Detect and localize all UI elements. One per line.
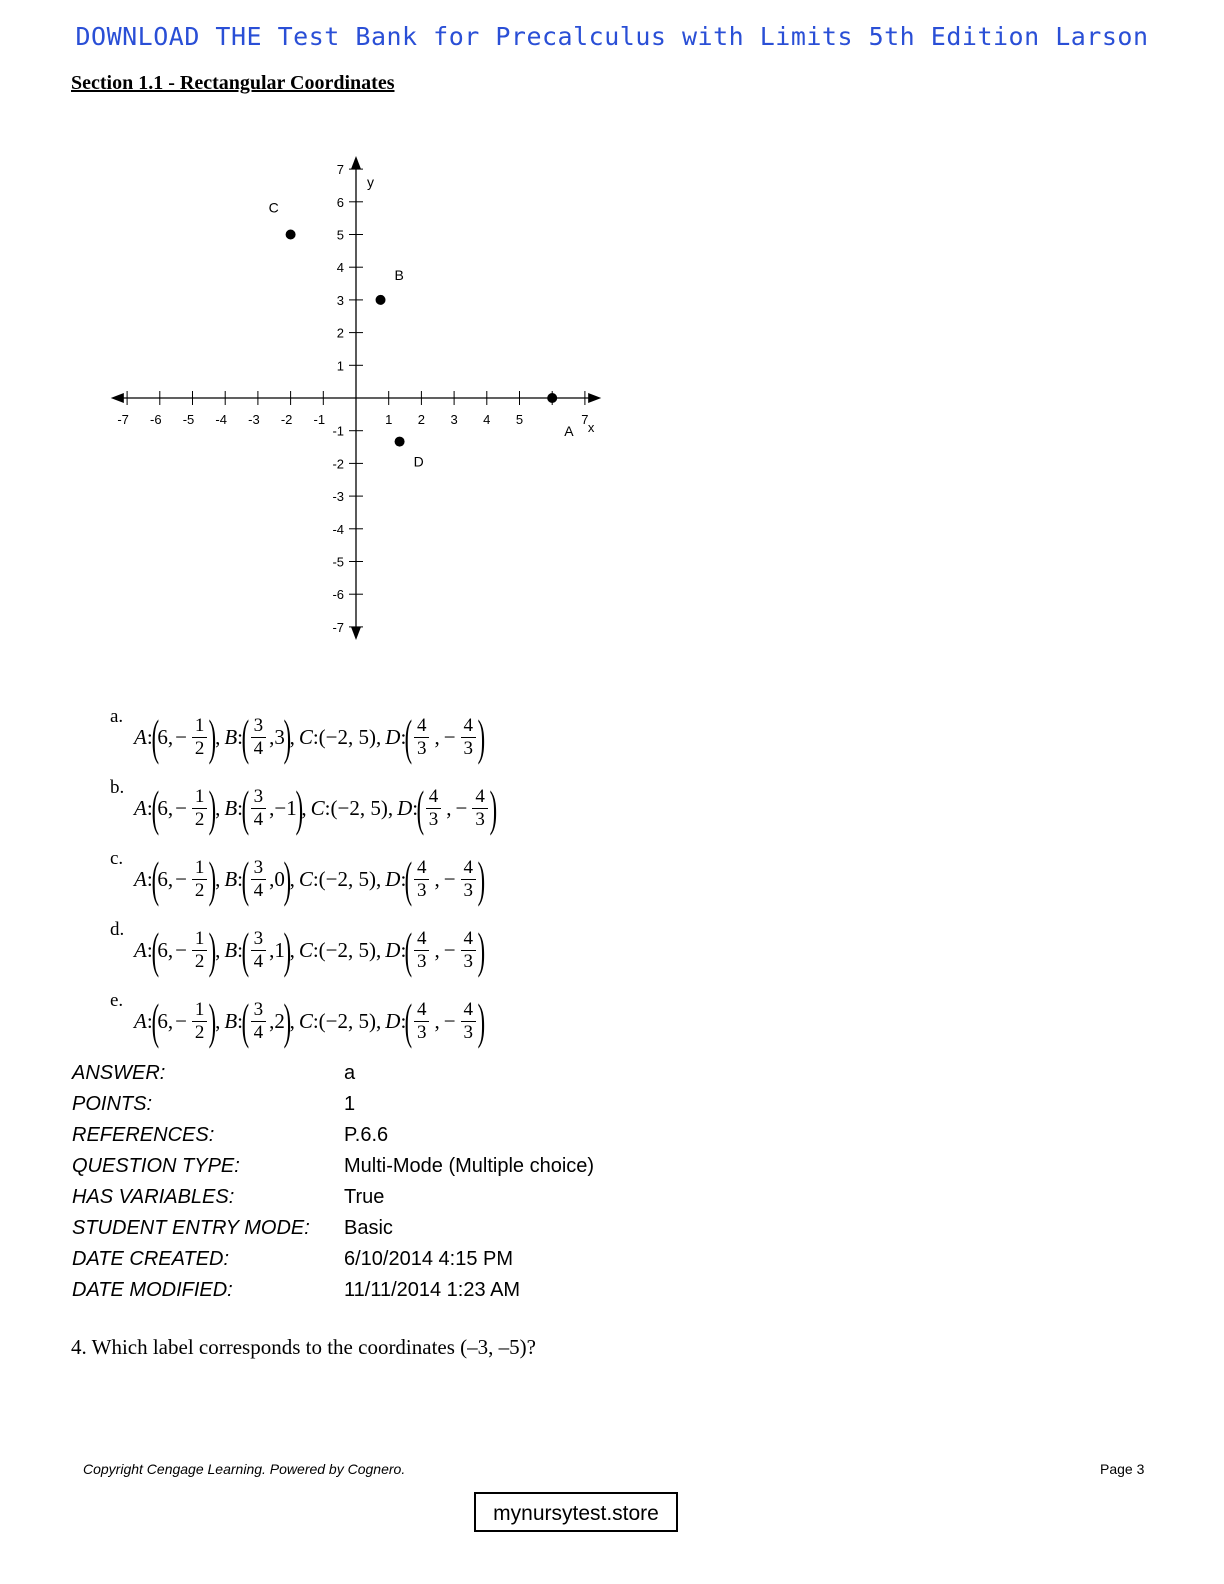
meta-key: HAS VARIABLES: — [72, 1186, 235, 1208]
meta-key: DATE CREATED: — [72, 1248, 230, 1270]
frac-num: 3 — [251, 715, 267, 738]
option-b-y: ,1 — [269, 937, 285, 962]
frac-num: 4 — [461, 928, 477, 951]
point-label-c: C — [268, 199, 279, 216]
website-stamp: mynursytest.store — [474, 1492, 678, 1532]
option-letter: e. — [110, 990, 124, 1011]
option-b-y: ,0 — [269, 866, 285, 891]
x-tick-label: -1 — [313, 412, 326, 427]
frac-num: 1 — [192, 857, 208, 880]
frac-den: 3 — [463, 737, 474, 759]
frac-den: 2 — [194, 879, 205, 901]
x-tick-label: 5 — [515, 412, 524, 427]
frac-den: 2 — [194, 808, 205, 830]
y-arrow-up — [351, 156, 361, 169]
meta-value: 11/11/2014 1:23 AM — [344, 1279, 521, 1301]
option-expression: A : ( 6, − $\frac{1}{2}$ ) , B : ( $\frac{3}{4}$ ,−1 ) , C : (−2, 5), D : ( $\frac{4}{3}$ , − $\frac{4}{3}$ ) — [134, 780, 497, 836]
download-banner: DOWNLOAD THE Test Bank for Precalculus with Limits 5th Edition Larson — [75, 22, 1149, 51]
option-letter: a. — [110, 706, 124, 727]
x-tick-label: 1 — [385, 412, 393, 427]
y-tick-label: -7 — [332, 619, 344, 635]
option-expression: A : ( 6, − $\frac{1}{2}$ ) , B : ( $\frac{3}{4}$ ,3 ) , C : (−2, 5), D : ( $\frac{4}{3}$ , − $\frac{4}{3}$ ) — [134, 709, 486, 765]
x-tick-label: -4 — [215, 412, 227, 427]
point-a — [547, 393, 557, 403]
point-d — [395, 437, 405, 447]
y-tick-label: 2 — [336, 325, 344, 341]
frac-num: 3 — [251, 928, 267, 951]
x-tick-label: -3 — [248, 412, 260, 427]
frac-den: 2 — [194, 950, 205, 972]
frac-den: 3 — [428, 808, 439, 830]
y-tick-label: 6 — [336, 194, 344, 210]
frac-num: 3 — [251, 786, 267, 809]
meta-value: 6/10/2014 4:15 PM — [344, 1248, 514, 1270]
frac-num: 4 — [472, 786, 488, 809]
option-c: (−2, 5), — [318, 937, 382, 962]
meta-key: DATE MODIFIED: — [72, 1279, 233, 1301]
option-letter: c. — [110, 848, 124, 869]
option-b-y: ,2 — [269, 1008, 285, 1033]
y-tick-label: 5 — [336, 227, 344, 243]
option-a-x: 6, — [157, 795, 174, 820]
frac-num: 1 — [192, 999, 208, 1022]
frac-num: 4 — [461, 857, 477, 880]
frac-den: 4 — [253, 950, 264, 972]
y-tick-label: 1 — [336, 358, 344, 374]
option-expression: A : ( 6, − $\frac{1}{2}$ ) , B : ( $\frac{3}{4}$ ,1 ) , C : (−2, 5), D : ( $\frac{4}{3}$ , − $\frac{4}{3}$ ) — [134, 922, 486, 978]
frac-num: 4 — [414, 928, 430, 951]
option-a-x: 6, — [157, 937, 174, 962]
option-c: (−2, 5), — [318, 724, 382, 749]
point-c — [286, 230, 296, 240]
y-tick-label: -3 — [332, 489, 344, 505]
option-letter: d. — [110, 919, 125, 940]
y-tick-label: -2 — [332, 456, 344, 472]
frac-den: 3 — [416, 737, 427, 759]
copyright-text: Copyright Cengage Learning. Powered by Cognero. — [83, 1461, 406, 1477]
frac-num: 3 — [251, 857, 267, 880]
section-title: Section 1.1 - Rectangular Coordinates — [71, 72, 395, 94]
y-axis-label: y — [367, 173, 374, 190]
frac-num: 1 — [192, 715, 208, 738]
frac-den: 3 — [463, 879, 474, 901]
option-c: (−2, 5), — [318, 866, 382, 891]
option-a-x: 6, — [157, 724, 174, 749]
frac-num: 4 — [426, 786, 442, 809]
option-expression: A : ( 6, − $\frac{1}{2}$ ) , B : ( $\frac{3}{4}$ ,0 ) , C : (−2, 5), D : ( $\frac{4}{3}$ , − $\frac{4}{3}$ ) — [134, 851, 486, 907]
x-arrow-left — [111, 393, 124, 403]
frac-den: 3 — [463, 1021, 474, 1043]
meta-value: Basic — [344, 1217, 393, 1239]
x-tick-label: 3 — [450, 412, 458, 427]
y-tick-label: 3 — [336, 292, 344, 308]
point-label-d: D — [413, 453, 424, 470]
option-expression: A : ( 6, − $\frac{1}{2}$ ) , B : ( $\frac{3}{4}$ ,2 ) , C : (−2, 5), D : ( $\frac{4}{3}$ , − $\frac{4}{3}$ ) — [134, 993, 486, 1049]
point-label-b: B — [394, 266, 404, 283]
frac-den: 3 — [463, 950, 474, 972]
option-letter: b. — [110, 777, 125, 798]
meta-value: Multi-Mode (Multiple choice) — [344, 1155, 595, 1177]
frac-den: 3 — [475, 808, 485, 830]
x-tick-label: -2 — [280, 412, 293, 427]
frac-den: 3 — [416, 1021, 427, 1043]
meta-key: POINTS: — [72, 1093, 153, 1115]
page-number: Page 3 — [1100, 1461, 1145, 1477]
frac-den: 2 — [194, 737, 205, 759]
x-tick-label: 2 — [417, 412, 426, 427]
point-b — [376, 295, 386, 305]
frac-den: 4 — [253, 1021, 264, 1043]
frac-num: 1 — [192, 928, 208, 951]
x-axis-label: x — [587, 420, 595, 435]
option-b-y: ,3 — [269, 724, 285, 749]
y-tick-label: 4 — [336, 260, 344, 276]
frac-den: 3 — [416, 879, 427, 901]
y-tick-label: -4 — [332, 521, 344, 537]
frac-num: 1 — [192, 786, 208, 809]
meta-key: REFERENCES: — [72, 1124, 215, 1146]
meta-key: ANSWER: — [72, 1062, 166, 1084]
meta-key: STUDENT ENTRY MODE: — [72, 1217, 310, 1239]
frac-den: 4 — [253, 737, 264, 759]
frac-den: 4 — [253, 808, 264, 830]
option-c: (−2, 5), — [330, 795, 394, 820]
frac-den: 3 — [416, 950, 427, 972]
option-a-x: 6, — [157, 866, 174, 891]
frac-num: 4 — [414, 715, 430, 738]
meta-key: QUESTION TYPE: — [72, 1155, 240, 1177]
y-tick-label: -1 — [332, 423, 344, 439]
frac-num: 4 — [461, 715, 477, 738]
y-tick-label: -6 — [332, 587, 344, 603]
meta-value: a — [344, 1062, 356, 1084]
x-tick-label: -7 — [117, 412, 129, 427]
frac-num: 4 — [414, 999, 430, 1022]
question-text: 4. Which label corresponds to the coordinates (–3, –5)? — [71, 1335, 536, 1359]
coordinate-graph — [100, 150, 610, 650]
x-tick-label: -5 — [182, 412, 195, 427]
y-tick-label: -5 — [332, 554, 344, 570]
frac-num: 4 — [461, 999, 477, 1022]
y-arrow-down — [351, 627, 361, 640]
option-a-x: 6, — [157, 1008, 174, 1033]
x-arrow-right — [588, 393, 601, 403]
x-tick-label: 4 — [483, 412, 491, 427]
x-tick-label: -6 — [150, 412, 162, 427]
frac-num: 3 — [251, 999, 267, 1022]
option-b-y: ,−1 — [269, 795, 297, 820]
frac-num: 4 — [414, 857, 430, 880]
option-c: (−2, 5), — [318, 1008, 382, 1033]
frac-den: 2 — [194, 1021, 205, 1043]
point-label-a: A — [564, 423, 574, 439]
meta-value: True — [344, 1186, 385, 1208]
meta-value: 1 — [344, 1093, 356, 1115]
x-tick-label: 7 — [581, 412, 589, 427]
meta-value: P.6.6 — [344, 1124, 389, 1146]
y-tick-label: 7 — [336, 162, 344, 178]
frac-den: 4 — [253, 879, 264, 901]
